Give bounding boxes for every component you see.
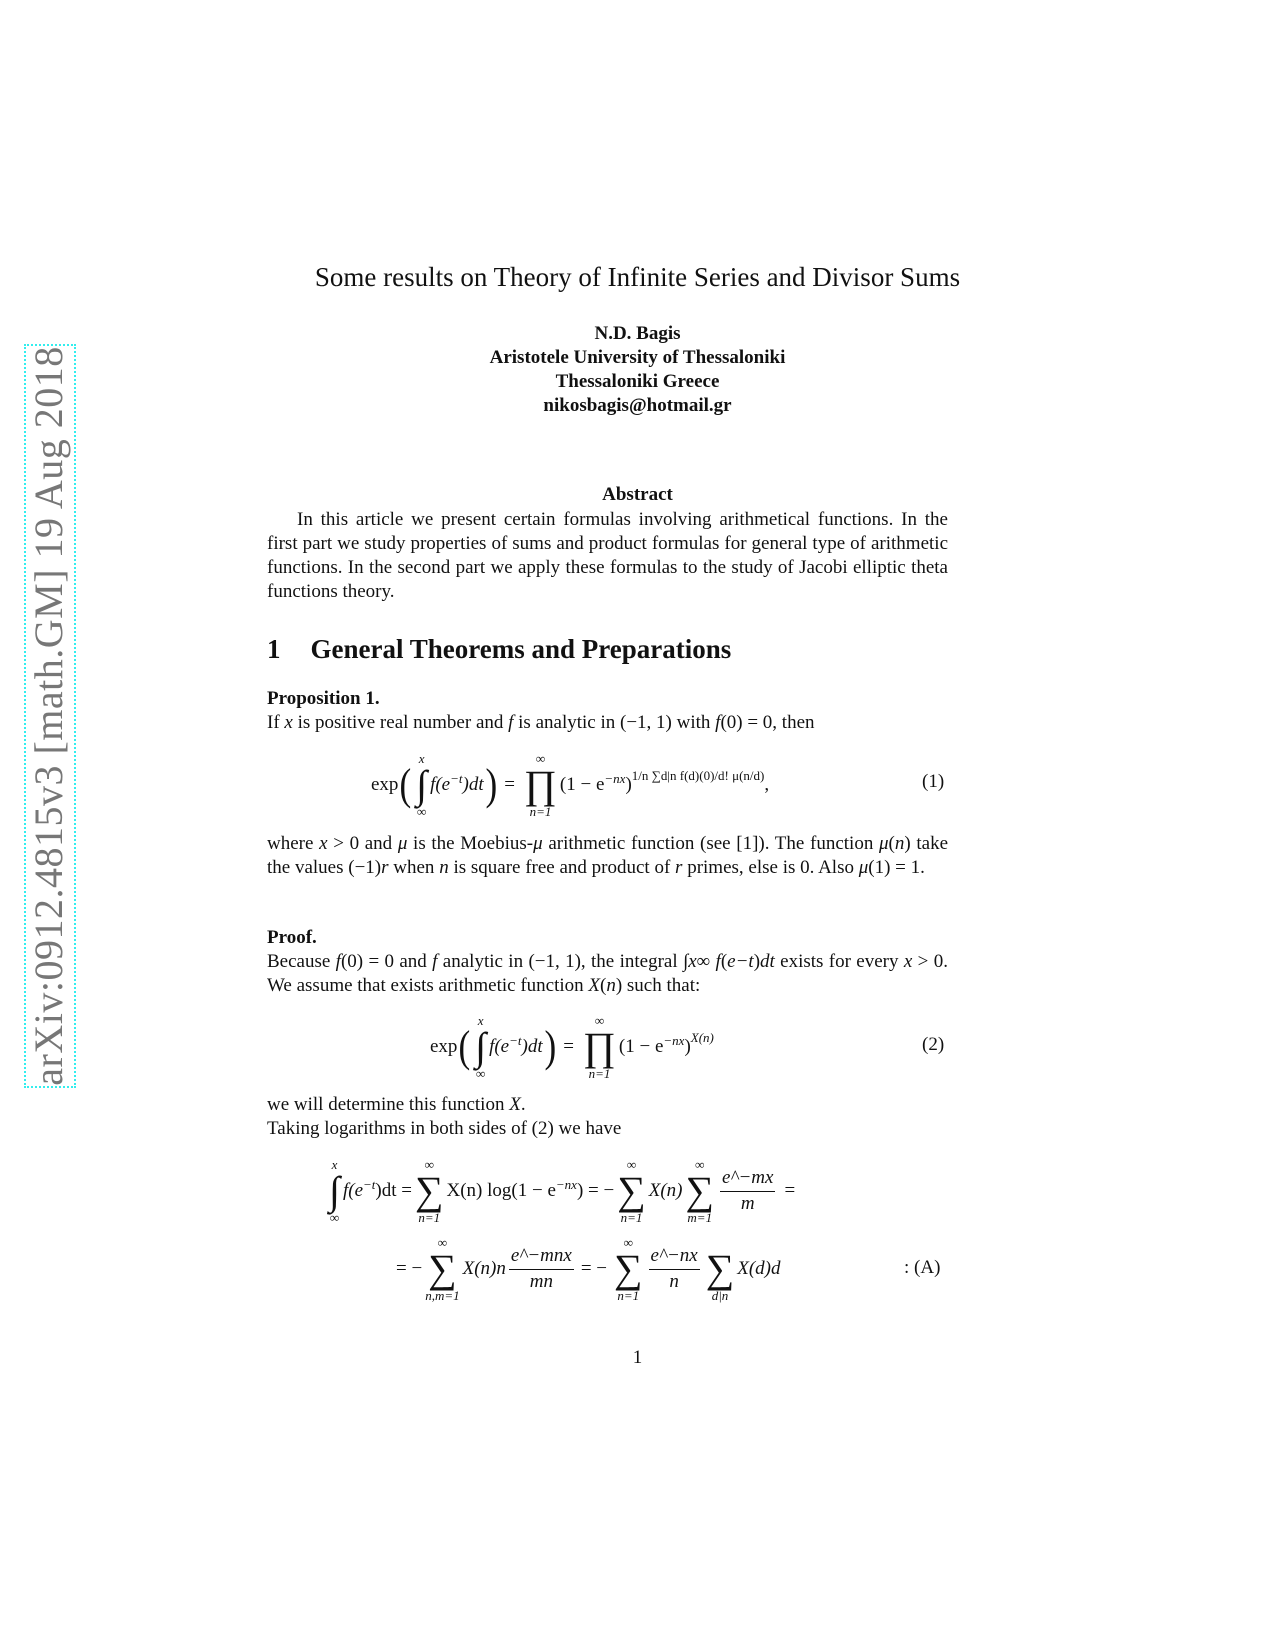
- text-run: exists for every: [774, 951, 904, 972]
- paren: (: [399, 760, 412, 809]
- fraction: $\frac{\text{e\textasciicircum{}−mnx}}{mn}$: [510, 1244, 572, 1292]
- inline-math: r: [381, 857, 389, 878]
- sum: ∞ ∑ n=1: [414, 1157, 444, 1225]
- text-run: (: [600, 975, 607, 996]
- section-heading: [267, 634, 731, 665]
- inline-math: n: [894, 833, 905, 854]
- eq-text: =: [504, 774, 515, 795]
- product: ∞ ∏ n=1: [582, 1013, 616, 1081]
- equation-label: (1): [922, 771, 945, 792]
- eq-text: exp: [430, 1036, 458, 1057]
- text-run: when: [388, 857, 440, 878]
- inline-math: x: [903, 951, 913, 972]
- author-name: N.D. Bagis: [594, 323, 681, 344]
- eq-text: exp: [371, 774, 399, 795]
- abstract-text: In this article we present certain formulas involving arithmetical functions. In the first part we study properties of sums and product formulas for general type of arithmetic functions. In the second part we apply these formulas to the study of Jacobi elliptic theta functions theory.: [267, 509, 948, 602]
- fraction: $\frac{e\^{}-mx}{m}$: [722, 1166, 774, 1214]
- text-run: ): [753, 951, 761, 972]
- integral: x ∫ ∞: [475, 1013, 487, 1081]
- text-run: we will determine this function: [267, 1094, 510, 1115]
- text-run: (: [720, 951, 728, 972]
- inline-math: μ: [858, 857, 869, 878]
- text-run: (0) = 0, then: [720, 712, 815, 733]
- text-run: is square free and product of: [448, 857, 676, 878]
- text-run: .: [520, 1094, 526, 1115]
- fraction: $\frac{e\^{}-nx}{n}$: [650, 1244, 698, 1292]
- inline-math: μ: [878, 833, 889, 854]
- text-run: > 0. We assume that exists arithmetic function: [267, 951, 948, 996]
- text-run: Because: [267, 951, 336, 972]
- inline-math: x: [319, 833, 328, 854]
- inline-math: −t: [735, 951, 754, 972]
- author-location: Thessaloniki Greece: [555, 371, 720, 392]
- text-run: (1) = 1.: [868, 857, 925, 878]
- text-run: (: [888, 833, 895, 854]
- inline-math: e: [727, 951, 736, 972]
- sum: ∞ ∑ n=1: [614, 1235, 643, 1303]
- equation-1: exp ( x ∫ ∞ f(e $^{-t}$ )dt ) = ∞ ∏ n=1 (1 − e $^{-nx}$ ) $^{1/n \sum d|n f(d)(0)/d! \mu(n/d)}$ ,: [371, 751, 770, 819]
- eq-text: )dt: [462, 774, 484, 795]
- inline-math: f: [432, 951, 438, 972]
- inline-math: f: [508, 712, 514, 733]
- eq-text: f(e: [430, 774, 451, 795]
- inline-math: f: [715, 951, 721, 972]
- text-run: is positive real number and: [292, 712, 509, 733]
- text-run: ∞: [696, 951, 716, 972]
- text-run: ) take the values (−1): [267, 833, 948, 878]
- proposition-text: [267, 711, 948, 735]
- sum: ∞ ∑ n=1: [617, 1157, 646, 1225]
- equation-a-line-1: x ∫ ∞ f(e $^{-t}$ )dt = ∞ ∑ n=1 X(n) log(1 − e $^{-nx}$ ) = − ∞ ∑ n=1 X(n) ∞ ∑ m=1 $\frac{e\^{}-mx}{m}$ =: [329, 1157, 796, 1225]
- text-run: (0) = 0 and: [340, 951, 433, 972]
- text-run: where: [267, 833, 320, 854]
- inline-math: X: [509, 1094, 521, 1115]
- inline-math: x: [688, 951, 697, 972]
- section-number: 1: [267, 634, 281, 664]
- equation-label: (2): [922, 1034, 945, 1055]
- author-affiliation: Aristotele University of Thessaloniki: [489, 347, 786, 368]
- text-run: If: [267, 712, 285, 733]
- paragraph: [267, 1093, 948, 1117]
- paragraph: [267, 832, 948, 880]
- equation-label: : (A): [904, 1257, 941, 1278]
- inline-math: f: [335, 951, 341, 972]
- page-number: 1: [632, 1347, 643, 1368]
- paren: ): [485, 760, 497, 809]
- text-run: is the Moebius-: [407, 833, 534, 854]
- equation-a-line-2: = − ∞ ∑ n,m=1 X(n)n $\frac{\text{e\textasciicircum{}−mnx}}{mn}$ = − ∞ ∑ n=1 $\frac{e\^{}-nx}{n}$ ∑ d|n X(d)d: [396, 1235, 781, 1303]
- text-run: analytic in (−1, 1), the integral ∫: [437, 951, 689, 972]
- text-run: ) such that:: [615, 975, 701, 996]
- inline-math: n: [439, 857, 449, 878]
- inline-math: r: [675, 857, 683, 878]
- text-run: primes, else is 0. Also: [682, 857, 859, 878]
- author-email: nikosbagis@hotmail.gr: [543, 395, 732, 416]
- proof-title: Proof.: [267, 927, 317, 948]
- inline-math: μ: [397, 833, 408, 854]
- proof-text: [267, 950, 948, 998]
- integral: x ∫ ∞: [416, 751, 428, 819]
- equation-2: exp ( x ∫ ∞ f(e $^{-t}$ )dt ) = ∞ ∏ n=1 (1 − e $^{-nx}$ ) $^{X(n)}$: [430, 1013, 714, 1081]
- exponent: 1/n ∑d|n f(d)(0)/d! μ(n/d): [631, 768, 765, 783]
- inline-math: μ: [533, 833, 543, 854]
- inline-math: dt: [760, 951, 775, 972]
- product: ∞ ∏ n=1: [523, 751, 557, 819]
- arxiv-stamp: arXiv:0912.4815v3 [math.GM] 19 Aug 2018: [24, 344, 76, 1088]
- section-title: General Theorems and Preparations: [310, 634, 732, 664]
- paragraph: Taking logarithms in both sides of (2) we have: [267, 1118, 622, 1139]
- inline-math: n: [606, 975, 616, 996]
- inline-math: x: [284, 712, 293, 733]
- sum: ∞ ∑ m=1: [685, 1157, 714, 1225]
- sum: ∞ ∑ n,m=1: [425, 1235, 460, 1303]
- text-run: is analytic in (−1, 1) with: [513, 712, 716, 733]
- abstract-heading: Abstract: [602, 484, 673, 505]
- proof: [267, 926, 948, 998]
- sum: ∑ d|n: [705, 1246, 735, 1303]
- proposition-title: Proposition 1.: [267, 688, 380, 709]
- paper-title: Some results on Theory of Infinite Series and Divisor Sums: [314, 262, 961, 292]
- eq-text: (1 − e: [559, 774, 605, 795]
- inline-math: X: [588, 975, 600, 996]
- inline-math: f: [715, 712, 721, 733]
- proposition: [267, 687, 948, 735]
- text-run: arithmetic function (see [1]). The function: [542, 833, 879, 854]
- author-block: [0, 322, 1275, 418]
- text-run: > 0 and: [327, 833, 398, 854]
